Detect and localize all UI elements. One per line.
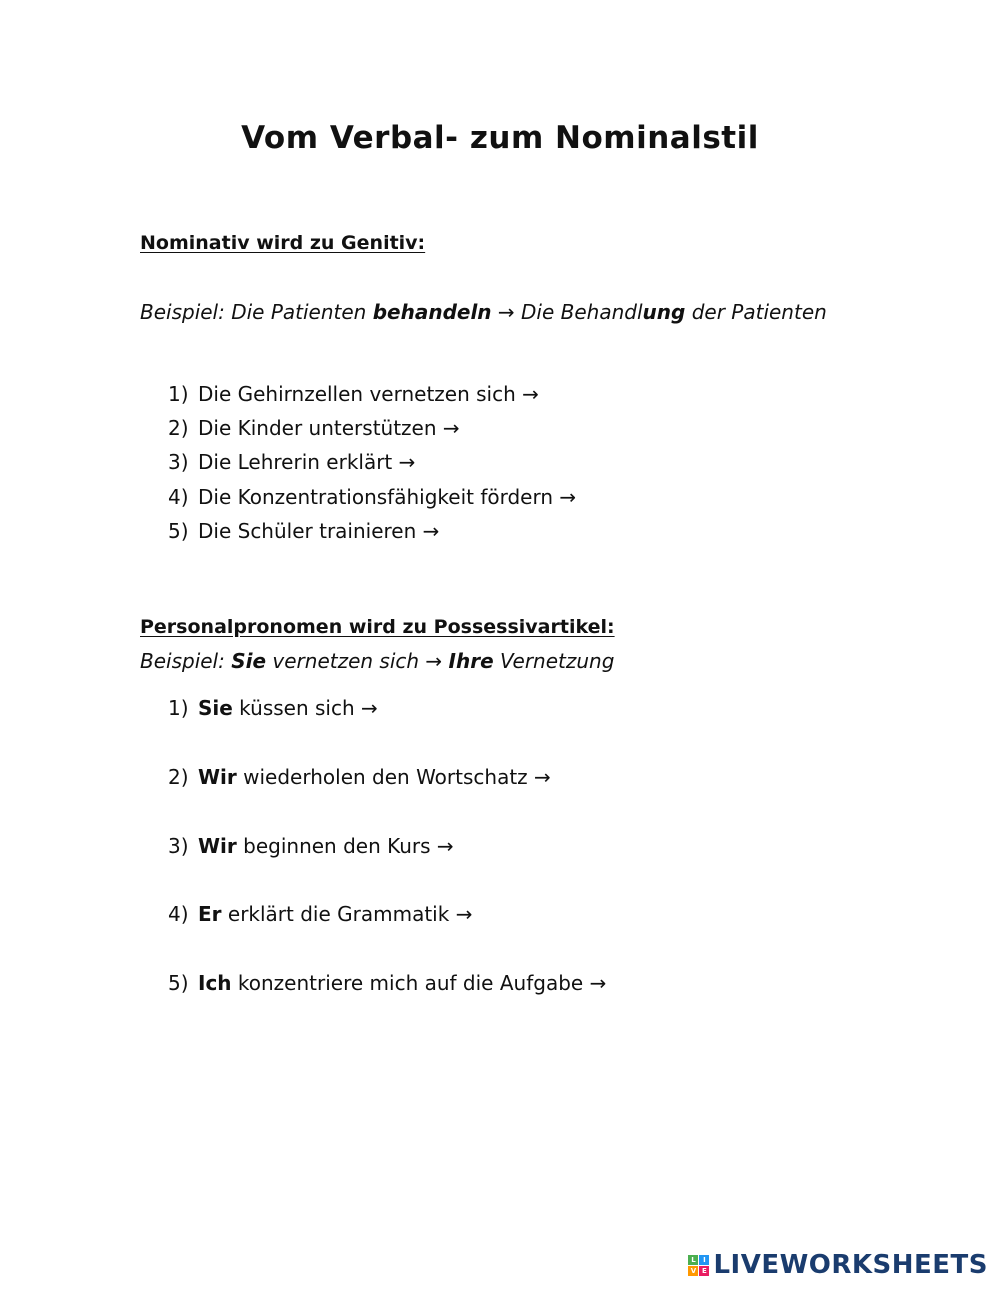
item-number: 3) [168, 450, 189, 474]
arrow-icon: → [442, 416, 460, 440]
arrow-icon: → [422, 519, 440, 543]
item-text: Die Lehrerin erklärt [198, 450, 393, 474]
example-middle: vernetzen sich → [266, 649, 449, 673]
example-prefix: Beispiel: [140, 649, 232, 673]
item-number: 4) [168, 485, 189, 509]
example-result-start: Die Behandl [521, 300, 643, 324]
arrow-icon: → [589, 971, 607, 995]
logo-text: LIVEWORKSHEETS [713, 1250, 988, 1280]
item-text: beginnen den Kurs [236, 834, 431, 858]
example-verb: behandeln [372, 300, 492, 324]
item-number: 2) [168, 765, 189, 789]
item-number: 5) [168, 519, 189, 543]
example-suffix: ung [642, 300, 686, 324]
liveworksheets-logo[interactable] [688, 1250, 988, 1280]
arrow-icon: → [398, 450, 416, 474]
item-pronoun: Sie [198, 696, 233, 720]
arrow-icon: → [491, 300, 522, 324]
item-pronoun: Ich [198, 971, 232, 995]
example-genitiv [140, 300, 827, 324]
item-number: 4) [168, 902, 189, 926]
list-item [168, 696, 378, 720]
logo-mark-icon [688, 1255, 709, 1276]
list-item [168, 450, 415, 474]
item-text: Die Kinder unterstützen [198, 416, 437, 440]
item-text: küssen sich [232, 696, 355, 720]
list-item [168, 765, 551, 789]
list-item [168, 902, 472, 926]
list-item [168, 834, 454, 858]
page-title: Vom Verbal- zum Nominalstil [241, 120, 759, 156]
arrow-icon: → [436, 834, 454, 858]
logo-letter: V [688, 1266, 698, 1276]
item-number: 2) [168, 416, 189, 440]
item-number: 1) [168, 696, 189, 720]
item-pronoun: Wir [198, 765, 237, 789]
list-item [168, 485, 576, 509]
arrow-icon: → [522, 382, 539, 406]
item-pronoun: Er [198, 902, 222, 926]
arrow-icon: → [361, 696, 378, 720]
item-text: Die Schüler trainieren [198, 519, 417, 543]
item-number: 5) [168, 971, 189, 995]
example-possessive: Ihre [448, 649, 494, 673]
logo-letter: L [688, 1255, 698, 1265]
logo-letter: E [699, 1266, 709, 1276]
example-pronoun: Sie [231, 649, 267, 673]
list-item [168, 519, 439, 543]
arrow-icon: → [534, 765, 551, 789]
item-text: wiederholen den Wortschatz [236, 765, 528, 789]
item-pronoun: Wir [198, 834, 237, 858]
item-text: Die Konzentrationsfähigkeit fördern [198, 485, 554, 509]
example-end: Vernetzung [493, 649, 615, 673]
list-item [168, 416, 460, 440]
logo-letter: I [699, 1255, 709, 1265]
section-heading-genitiv: Nominativ wird zu Genitiv: [140, 232, 426, 254]
example-result-end: der Patienten [685, 300, 827, 324]
list-item [168, 971, 606, 995]
arrow-icon: → [455, 902, 473, 926]
arrow-icon: → [559, 485, 577, 509]
item-text: Die Gehirnzellen vernetzen sich [198, 382, 516, 406]
list-item [168, 382, 539, 406]
section-heading-possessiv: Personalpronomen wird zu Possessivartikel: [140, 616, 615, 638]
example-possessiv [140, 649, 614, 673]
item-number: 3) [168, 834, 189, 858]
item-text: erklärt die Grammatik [221, 902, 450, 926]
item-number: 1) [168, 382, 189, 406]
item-text: konzentriere mich auf die Aufgabe [231, 971, 584, 995]
example-prefix: Beispiel: Die Patienten [140, 300, 373, 324]
